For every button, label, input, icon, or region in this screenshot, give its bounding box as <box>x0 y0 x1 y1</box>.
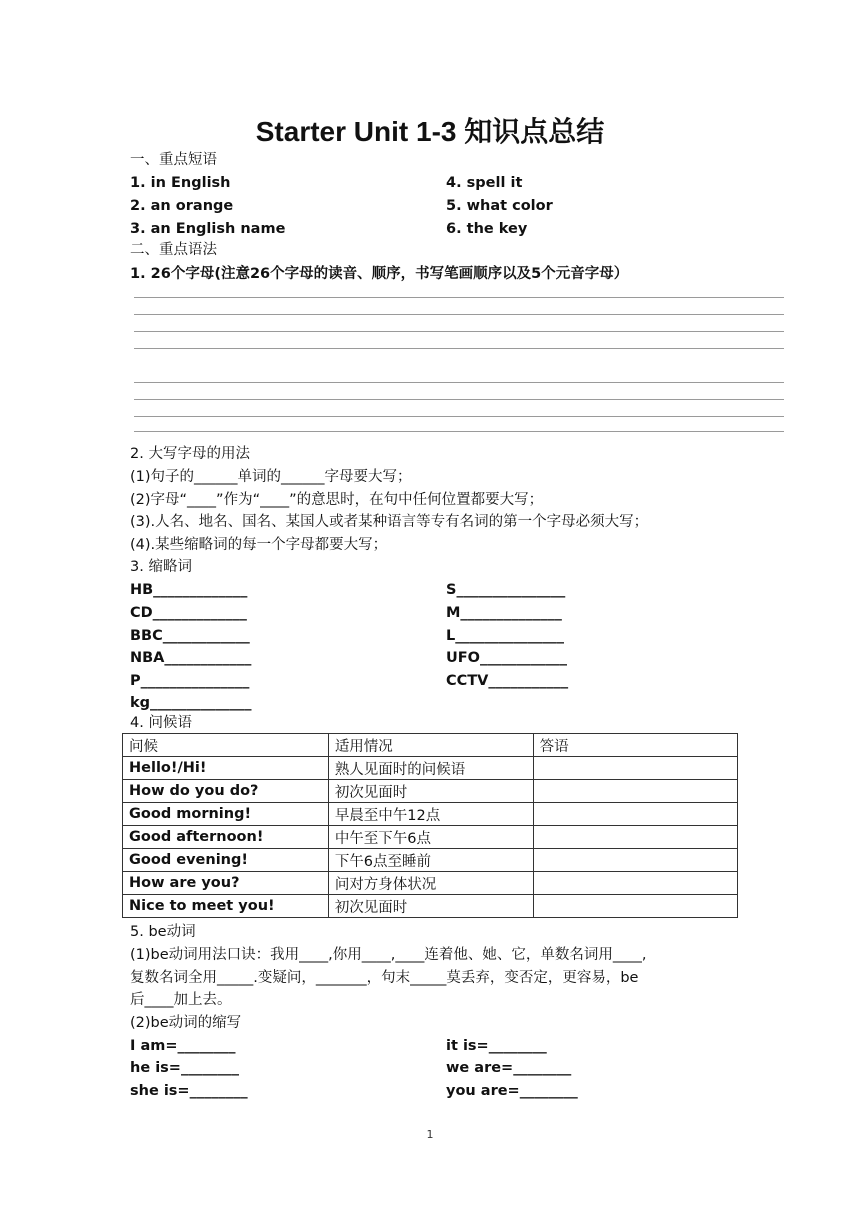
abbr-blank: M______________ <box>446 605 562 621</box>
writing-line <box>134 382 784 383</box>
usage-cell: 问对方身体状况 <box>328 872 533 895</box>
contraction-blank: it is=________ <box>446 1038 547 1054</box>
phrase-item: 2. an orange <box>130 198 234 214</box>
greeting-cell: Nice to meet you! <box>123 895 329 918</box>
be-verb-rhyme: 复数名词全用_____.变疑问，_______，句末_____莫丢弃，变否定，更容易，be <box>130 970 639 986</box>
usage-cell: 初次见面时 <box>328 895 533 918</box>
capital-rule: (4).某些缩略词的每一个字母都要大写； <box>130 537 388 553</box>
abbr-blank: HB_____________ <box>130 582 248 598</box>
writing-line <box>134 314 784 315</box>
phrase-item: 1. in English <box>130 175 231 191</box>
header-cell: 问候 <box>123 734 329 757</box>
abbr-blank: CCTV___________ <box>446 673 569 689</box>
phrase-item: 3. an English name <box>130 221 286 237</box>
capital-heading: 2. 大写字母的用法 <box>130 446 250 462</box>
capital-rule: (2)字母“____”作为“____”的意思时，在句中任何位置都要大写； <box>130 492 544 508</box>
table-header-row <box>123 734 738 757</box>
section1-heading: 一、重点短语 <box>130 152 217 168</box>
answer-cell[interactable] <box>533 872 737 895</box>
alphabet-heading: 1. 26个字母(注意26个字母的读音、顺序，书写笔画顺序以及5个元音字母） <box>130 266 629 282</box>
writing-line <box>134 331 784 332</box>
usage-cell: 熟人见面时的问候语 <box>328 757 533 780</box>
greeting-cell: Hello!/Hi! <box>123 757 329 780</box>
greeting-cell: Good afternoon! <box>123 826 329 849</box>
contraction-blank: I am=________ <box>130 1038 236 1054</box>
be-verb-heading: 5. be动词 <box>130 924 196 940</box>
contraction-blank: we are=________ <box>446 1060 572 1076</box>
abbr-blank: P_______________ <box>130 673 250 689</box>
writing-line <box>134 297 784 298</box>
usage-cell: 下午6点至睡前 <box>328 849 533 872</box>
greeting-cell: Good morning! <box>123 803 329 826</box>
abbr-blank: kg______________ <box>130 695 252 711</box>
page-title: Starter Unit 1-3 知识点总结 <box>255 116 605 147</box>
answer-cell[interactable] <box>533 803 737 826</box>
writing-line <box>134 399 784 400</box>
be-contraction-heading: (2)be动词的缩写 <box>130 1015 242 1031</box>
usage-cell: 初次见面时 <box>328 780 533 803</box>
table-row <box>123 757 738 780</box>
phrase-item: 5. what color <box>446 198 553 214</box>
usage-cell: 早晨至中午12点 <box>328 803 533 826</box>
be-verb-rhyme: (1)be动词用法口诀：我用____,你用____,____连着他、她、它，单数名词用____, <box>130 947 647 963</box>
answer-cell[interactable] <box>533 895 737 918</box>
greeting-cell: How are you? <box>123 872 329 895</box>
greetings-heading: 4. 问候语 <box>130 715 192 731</box>
usage-cell: 中午至下午6点 <box>328 826 533 849</box>
abbr-heading: 3. 缩略词 <box>130 559 192 575</box>
answer-cell[interactable] <box>533 780 737 803</box>
abbr-blank: UFO____________ <box>446 650 568 666</box>
contraction-blank: he is=________ <box>130 1060 239 1076</box>
contraction-blank: you are=________ <box>446 1083 578 1099</box>
greetings-table <box>122 733 738 918</box>
greeting-cell: How do you do? <box>123 780 329 803</box>
header-cell: 适用情况 <box>328 734 533 757</box>
table-row <box>123 872 738 895</box>
phrase-item: 6. the key <box>446 221 528 237</box>
table-row <box>123 780 738 803</box>
capital-rule: (1)句子的______单词的______字母要大写； <box>130 469 412 485</box>
writing-line <box>134 348 784 349</box>
table-row <box>123 826 738 849</box>
capital-rule: (3).人名、地名、国名、某国人或者某种语言等专有名词的第一个字母必须大写； <box>130 514 649 530</box>
writing-line <box>134 416 784 417</box>
writing-line <box>134 431 784 432</box>
section2-heading: 二、重点语法 <box>130 242 217 258</box>
answer-cell[interactable] <box>533 757 737 780</box>
abbr-blank: L_______________ <box>446 628 564 644</box>
table-row <box>123 849 738 872</box>
abbr-blank: CD_____________ <box>130 605 247 621</box>
contraction-blank: she is=________ <box>130 1083 248 1099</box>
phrase-item: 4. spell it <box>446 175 523 191</box>
page-number: 1 <box>426 1128 434 1141</box>
be-verb-rhyme: 后____加上去。 <box>130 992 232 1008</box>
table-row <box>123 895 738 918</box>
greeting-cell: Good evening! <box>123 849 329 872</box>
abbr-blank: S_______________ <box>446 582 566 598</box>
table-row <box>123 803 738 826</box>
header-cell: 答语 <box>533 734 737 757</box>
answer-cell[interactable] <box>533 826 737 849</box>
abbr-blank: BBC____________ <box>130 628 250 644</box>
abbr-blank: NBA____________ <box>130 650 252 666</box>
answer-cell[interactable] <box>533 849 737 872</box>
